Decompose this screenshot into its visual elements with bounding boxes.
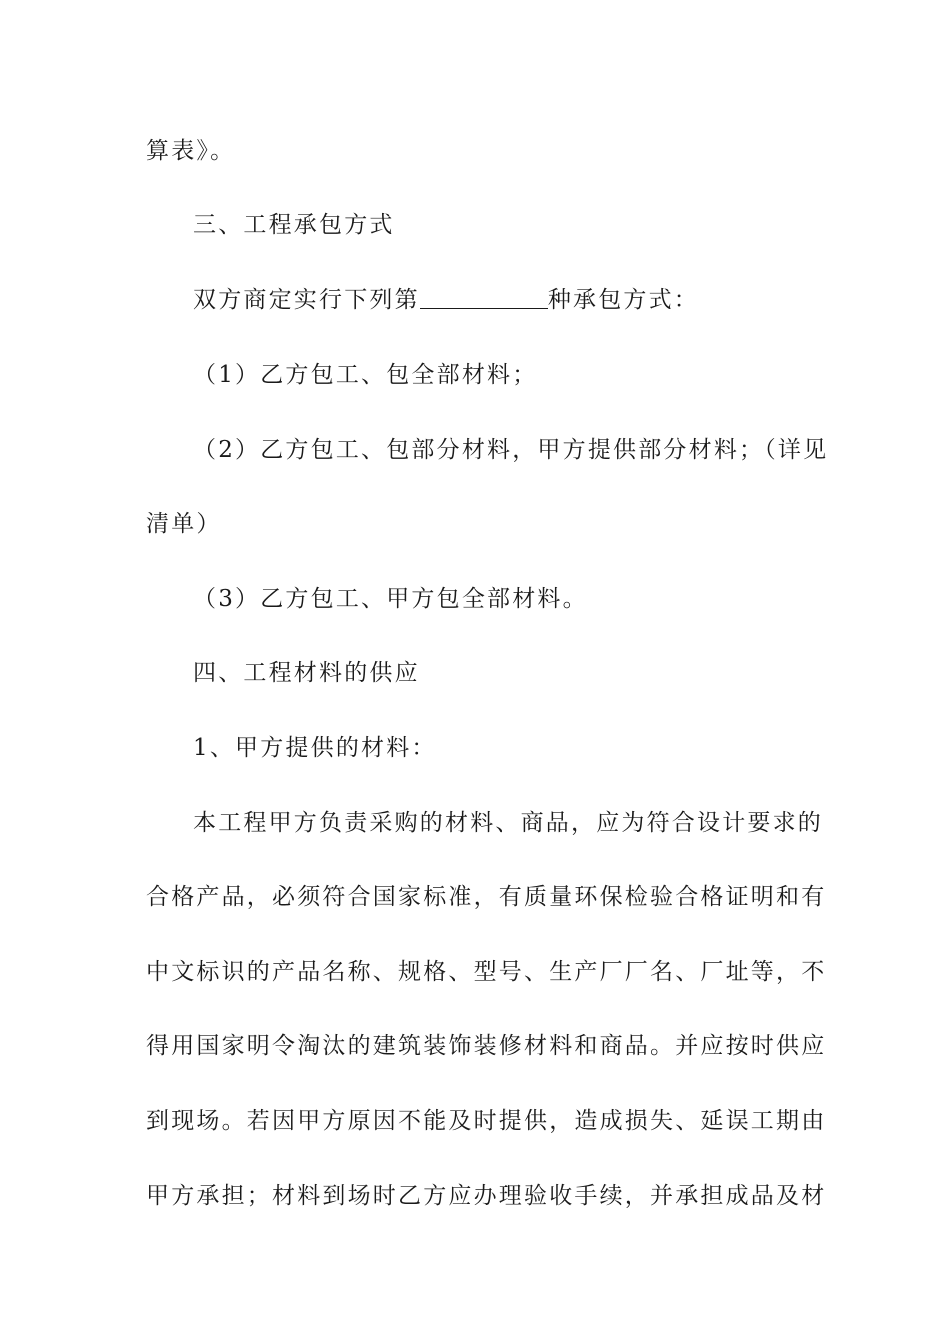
text-fragment: 种承包方式： — [547, 287, 700, 313]
subsection-heading-1: 1、甲方提供的材料： — [193, 735, 437, 761]
paragraph-line-6: 甲方承担；材料到场时乙方应办理验收手续，并承担成品及材 — [146, 1183, 827, 1209]
option-3: （3）乙方包工、甲方包全部材料。 — [193, 586, 588, 612]
paragraph-line-5: 到现场。若因甲方原因不能及时提供，造成损失、延误工期由 — [146, 1108, 827, 1134]
section-heading-4: 四、工程材料的供应 — [193, 660, 420, 686]
text-line-contract-mode — [193, 285, 699, 315]
option-1: （1）乙方包工、包全部材料； — [193, 362, 538, 388]
paragraph-line-3: 中文标识的产品名称、规格、型号、生产厂厂名、厂址等，不 — [146, 959, 827, 985]
option-2: （2）乙方包工、包部分材料，甲方提供部分材料；（详见 — [193, 437, 829, 463]
section-heading-3: 三、工程承包方式 — [193, 212, 395, 238]
paragraph-line-4: 得用国家明令淘汰的建筑装饰装修材料和商品。并应按时供应 — [146, 1033, 827, 1059]
text-fragment: 双方商定实行下列第 — [193, 287, 420, 313]
text-line-1: 算表》。 — [146, 138, 236, 164]
fill-in-blank[interactable] — [420, 286, 548, 309]
paragraph-line-2: 合格产品，必须符合国家标准，有质量环保检验合格证明和有 — [146, 884, 827, 910]
option-2-continued: 清单） — [146, 511, 222, 537]
paragraph-line-1: 本工程甲方负责采购的材料、商品，应为符合设计要求的 — [193, 810, 823, 836]
